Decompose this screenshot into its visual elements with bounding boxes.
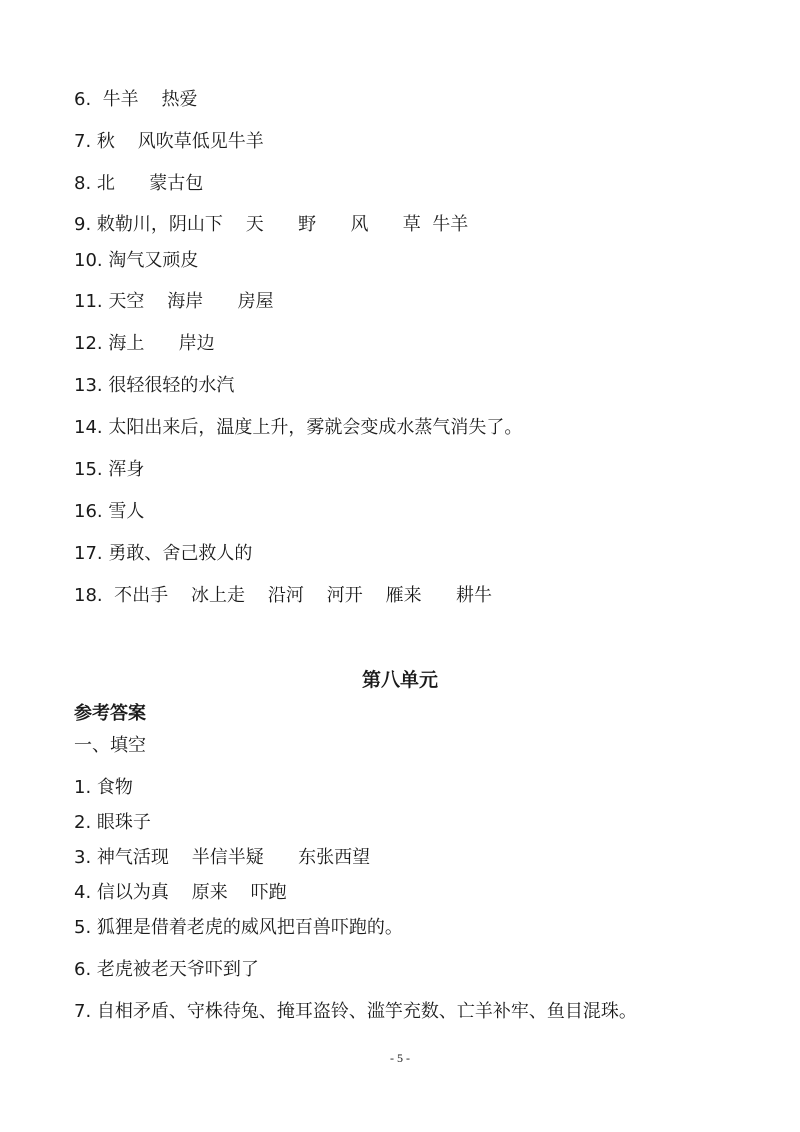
answer-item-15: 15. 浑身 — [74, 459, 145, 480]
answer-item-11: 11. 天空 海岸 房屋 — [74, 291, 274, 312]
answer-item-18: 18. 不出手 冰上走 沿河 河开 雁来 耕牛 — [74, 585, 492, 606]
answer-item-b6: 6. 老虎被老天爷吓到了 — [74, 959, 259, 980]
answer-item-6: 6. 牛羊 热爱 — [74, 89, 198, 110]
answer-item-16: 16. 雪人 — [74, 501, 145, 522]
answer-item-9: 9. 敕勒川，阴山下 天 野 风 草 牛羊 — [74, 214, 469, 235]
answer-item-b7: 7. 自相矛盾、守株待兔、掩耳盗铃、滥竽充数、亡羊补牢、鱼目混珠。 — [74, 1001, 637, 1022]
part-heading: 一、填空 — [74, 735, 146, 756]
answer-item-b3: 3. 神气活现 半信半疑 东张西望 — [74, 847, 371, 868]
unit-title: 第八单元 — [361, 669, 438, 691]
answer-item-14: 14. 太阳出来后，温度上升，雾就会变成水蒸气消失了。 — [74, 417, 523, 438]
answers-heading: 参考答案 — [74, 703, 146, 724]
answer-item-17: 17. 勇敢、舍己救人的 — [74, 543, 253, 564]
answer-item-12: 12. 海上 岸边 — [74, 333, 215, 354]
answer-item-b1: 1. 食物 — [74, 777, 133, 798]
answer-item-b4: 4. 信以为真 原来 吓跑 — [74, 882, 287, 903]
page-number: - 5 - — [390, 1051, 410, 1065]
answer-item-b5: 5. 狐狸是借着老虎的威风把百兽吓跑的。 — [74, 917, 403, 938]
answer-item-13: 13. 很轻很轻的水汽 — [74, 375, 235, 396]
answer-item-10: 10. 淘气又顽皮 — [74, 250, 199, 271]
answer-item-8: 8. 北 蒙古包 — [74, 173, 204, 194]
answer-item-7: 7. 秋 风吹草低见牛羊 — [74, 131, 264, 152]
answer-item-b2: 2. 眼珠子 — [74, 812, 151, 833]
